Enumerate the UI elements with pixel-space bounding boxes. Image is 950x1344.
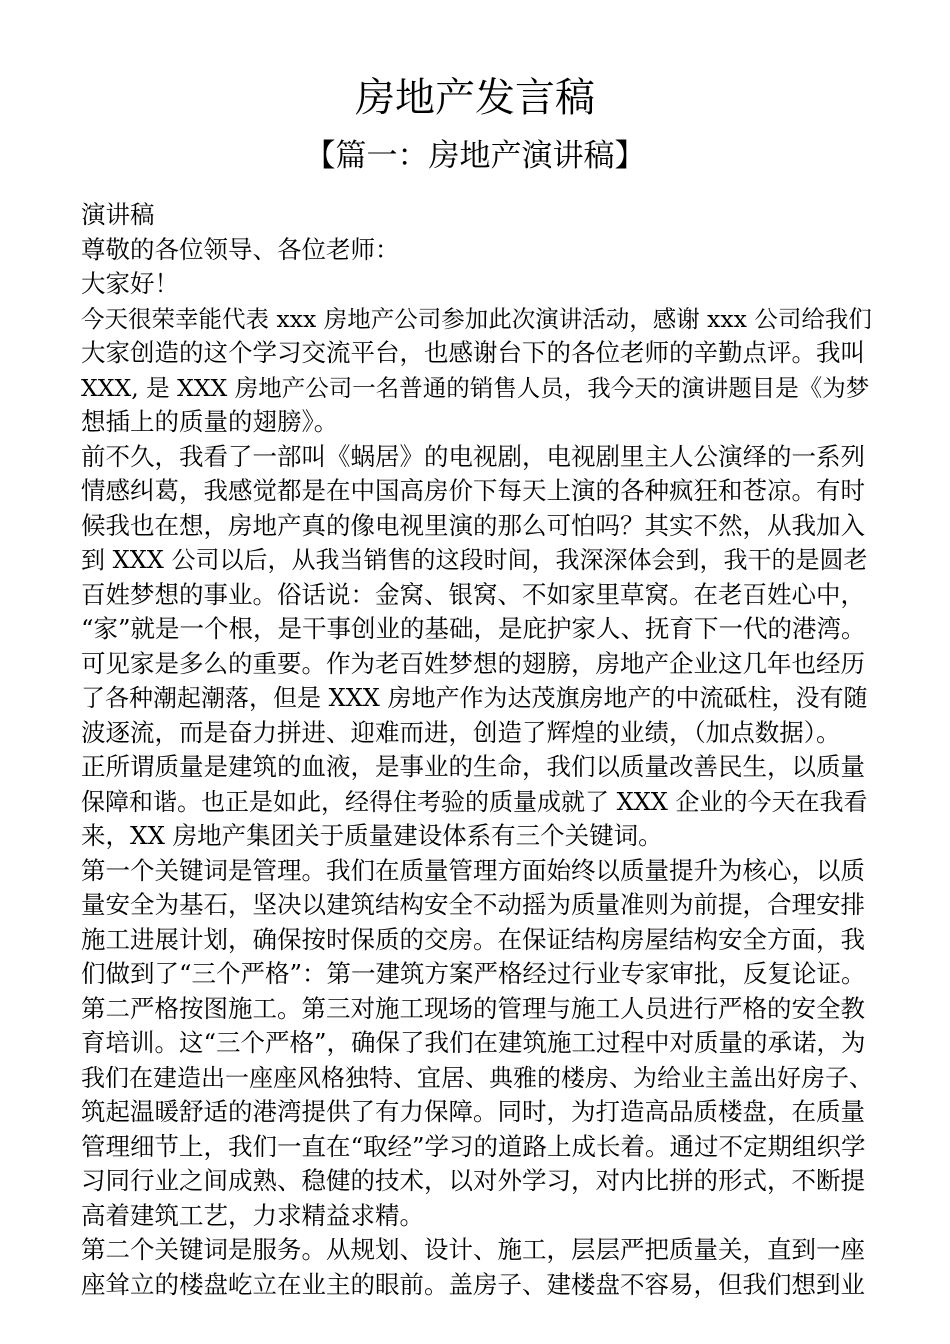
body-line: 今天很荣幸能代表 xxx 房地产公司参加此次演讲活动，感谢 xxx 公司给我们 <box>81 304 872 333</box>
body-line: 第二严格按图施工。第三对施工现场的管理与施工人员进行严格的安全教 <box>81 993 865 1023</box>
body-line: 施工进展计划，确保按时保质的交房。在保证结构房屋结构安全方面，我 <box>81 924 865 954</box>
body-line: 演讲稿 <box>81 200 155 229</box>
body-line: 管理细节上，我们一直在“取经”学习的道路上成长着。通过不定期组织学 <box>81 1131 866 1161</box>
body-line: 高着建筑工艺，力求精益求精。 <box>81 1200 424 1230</box>
body-line: 尊敬的各位领导、各位老师： <box>81 234 400 264</box>
body-line: 来，XX 房地产集团关于质量建设体系有三个关键词。 <box>81 821 663 850</box>
document-subtitle: 【篇一：房地产演讲稿】 <box>304 138 646 174</box>
body-line: 量安全为基石，坚决以建筑结构安全不动摇为质量准则为前提，合理安排 <box>81 890 865 919</box>
body-line: 大家好！ <box>81 269 179 298</box>
body-line: 想插上的质量的翅膀》。 <box>81 407 339 436</box>
body-line: XXX, 是 XXX 房地产公司一名普通的销售人员，我今天的演讲题目是《为梦 <box>81 373 870 402</box>
body-line: 们做到了“三个严格”：第一建筑方案严格经过行业专家审批，反复论证。 <box>81 959 866 988</box>
body-line: 情感纠葛，我感觉都是在中国高房价下每天上演的各种疯狂和苍凉。有时 <box>81 476 865 505</box>
document-title: 房地产发言稿 <box>355 75 595 121</box>
body-line: 大家创造的这个学习交流平台，也感谢台下的各位老师的辛勤点评。我叫 <box>81 338 865 367</box>
body-line: 习同行业之间成熟、稳健的技术，以对外学习，对内比拼的形式，不断提 <box>81 1166 865 1195</box>
body-line: 第一个关键词是管理。我们在质量管理方面始终以质量提升为核心，以质 <box>81 855 865 885</box>
body-line: 到 XXX 公司以后，从我当销售的这段时间，我深深体会到，我干的是圆老 <box>81 546 868 574</box>
body-line: 百姓梦想的事业。俗话说：金窝、银窝、不如家里草窝。在老百姓心中， <box>81 579 865 609</box>
body-line: 正所谓质量是建筑的血液，是事业的生命，我们以质量改善民生，以质量 <box>81 752 865 781</box>
body-line: 座耸立的楼盘屹立在业主的眼前。盖房子、建楼盘不容易，但我们想到业 <box>81 1269 865 1299</box>
body-line: “家”就是一个根，是干事创业的基础，是庇护家人、抚育下一代的港湾。 <box>81 614 866 643</box>
body-line: 波逐流，而是奋力拼进、迎难而进，创造了辉煌的业绩，（加点数据）。 <box>81 717 841 747</box>
body-line: 了各种潮起潮落，但是 XXX 房地产作为达茂旗房地产的中流砥柱，没有随 <box>81 684 868 712</box>
body-line: 可见家是多么的重要。作为老百姓梦想的翅膀，房地产企业这几年也经历 <box>81 648 865 678</box>
body-line: 第二个关键词是服务。从规划、设计、施工，层层严把质量关，直到一座 <box>81 1235 865 1264</box>
body-line: 筑起温暖舒适的港湾提供了有力保障。同时，为打造高品质楼盘，在质量 <box>81 1097 865 1126</box>
body-line: 育培训。这“三个严格”，确保了我们在建筑施工过程中对质量的承诺，为 <box>81 1028 866 1057</box>
body-line: 候我也在想，房地产真的像电视里演的那么可怕吗？其实不然，从我加入 <box>81 510 865 540</box>
body-line: 保障和谐。也正是如此，经得住考验的质量成就了 XXX 企业的今天在我看 <box>81 787 868 816</box>
document-body <box>81 198 881 1302</box>
body-line: 我们在建造出一座座风格独特、宜居、典雅的楼房、为给业主盖出好房子、 <box>81 1063 873 1092</box>
body-line: 前不久，我看了一部叫《蜗居》的电视剧，电视剧里主人公演绎的一系列 <box>81 441 865 471</box>
